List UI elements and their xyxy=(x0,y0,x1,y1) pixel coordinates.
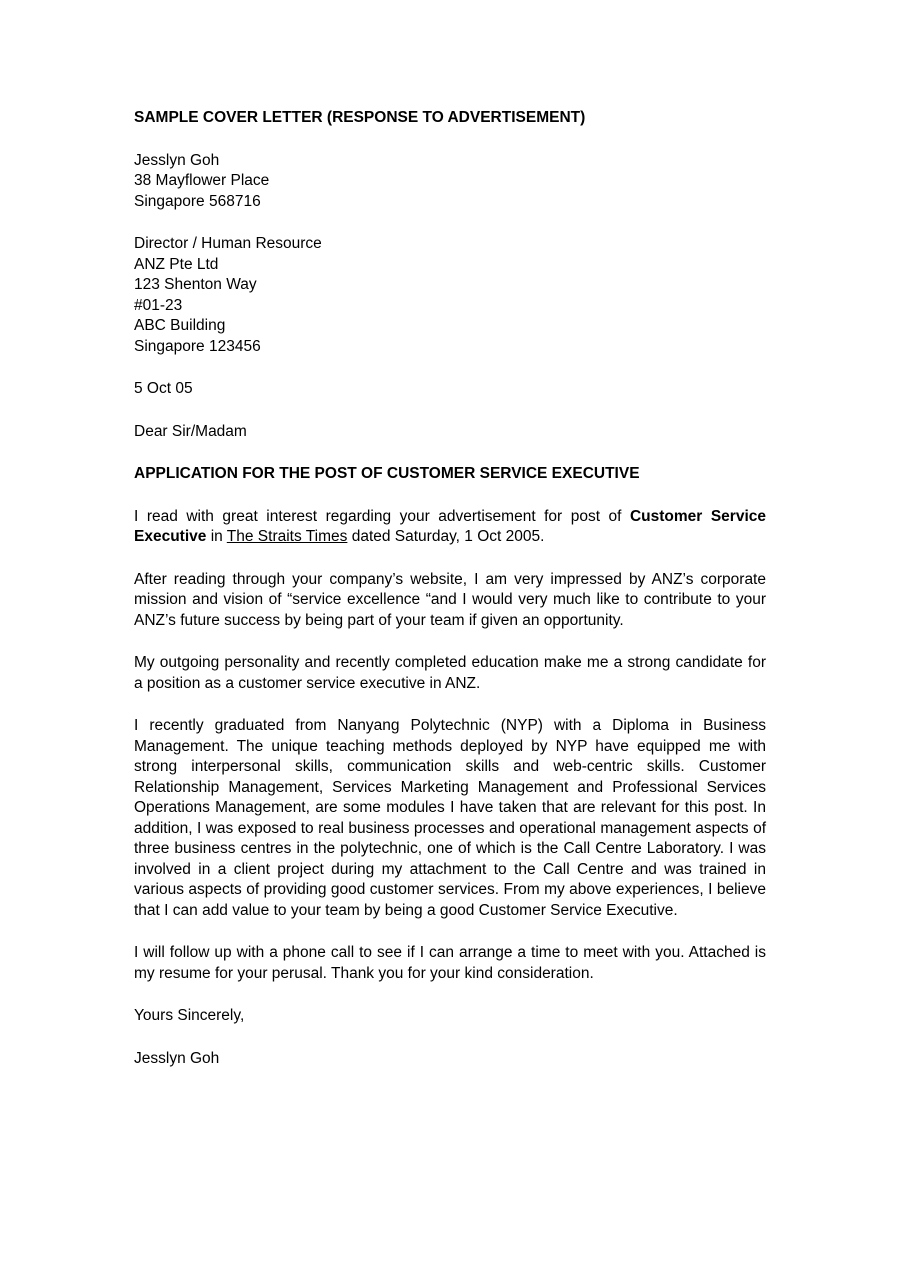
par1-job-title-bold: Customer Service Executive xyxy=(134,507,766,545)
sender-address-block xyxy=(134,151,766,213)
par1-publication-underline: The Straits Times xyxy=(226,528,348,545)
body-paragraph-2: After reading through your company’s website, I am very impressed by ANZ’s corporate mission and vision of “service excellence “and I would very much like to contribute to your ANZ’s future success by being part of your team if given an opportunity. xyxy=(134,570,766,629)
cover-letter-body xyxy=(134,108,766,1069)
body-paragraph-5: I will follow up with a phone call to see if I can arrange a time to meet with you. Attached is my resume for your perusal. Thank you for your kind consideration. xyxy=(134,944,766,982)
recipient-building: ABC Building xyxy=(134,317,226,334)
letter-date: 5 Oct 05 xyxy=(134,380,193,397)
recipient-address-block xyxy=(134,234,766,357)
par1-text-post: dated Saturday, 1 Oct 2005. xyxy=(347,528,545,545)
subject-heading: APPLICATION FOR THE POST OF CUSTOMER SERVICE EXECUTIVE xyxy=(134,465,640,482)
body-paragraph-4: I recently graduated from Nanyang Polytechnic (NYP) with a Diploma in Business Management. The unique teaching methods deployed by NYP have equipped me with strong interpersonal skills, communication skills and web-centric skills. Customer Relationship Management, Services Marketing Management and Professional Services Operations Management, are some modules I have taken that are relevant for this post. In addition, I was exposed to real business processes and operational management aspects of three business centres in the polytechnic, one of which is the Call Centre Laboratory. I was involved in a client project during my attachment to the Call Centre and was trained in various aspects of providing good customer services. From my above experiences, I believe that I can add value to your team by being a good Customer Service Executive. xyxy=(134,717,766,919)
sender-street: 38 Mayflower Place xyxy=(134,172,270,189)
page-title: SAMPLE COVER LETTER (RESPONSE TO ADVERTISEMENT) xyxy=(134,109,586,126)
recipient-street: 123 Shenton Way xyxy=(134,276,257,293)
sign-off: Yours Sincerely, xyxy=(134,1007,245,1024)
recipient-city-code: Singapore 123456 xyxy=(134,337,261,355)
recipient-title: Director / Human Resource xyxy=(134,235,322,252)
signature-name: Jesslyn Goh xyxy=(134,1049,220,1067)
body-paragraph-1 xyxy=(134,507,766,548)
par1-text-pre: I read with great interest regarding your advertisement for post of xyxy=(134,507,630,525)
body-paragraph-3: My outgoing personality and recently completed education make me a strong candidate for a position as a customer service executive in ANZ. xyxy=(134,654,766,692)
sender-city-code: Singapore 568716 xyxy=(134,192,261,210)
sender-name: Jesslyn Goh xyxy=(134,151,220,169)
par1-text-mid: in xyxy=(206,528,227,545)
recipient-company: ANZ Pte Ltd xyxy=(134,255,219,273)
recipient-unit: #01-23 xyxy=(134,296,183,314)
salutation: Dear Sir/Madam xyxy=(134,422,247,440)
